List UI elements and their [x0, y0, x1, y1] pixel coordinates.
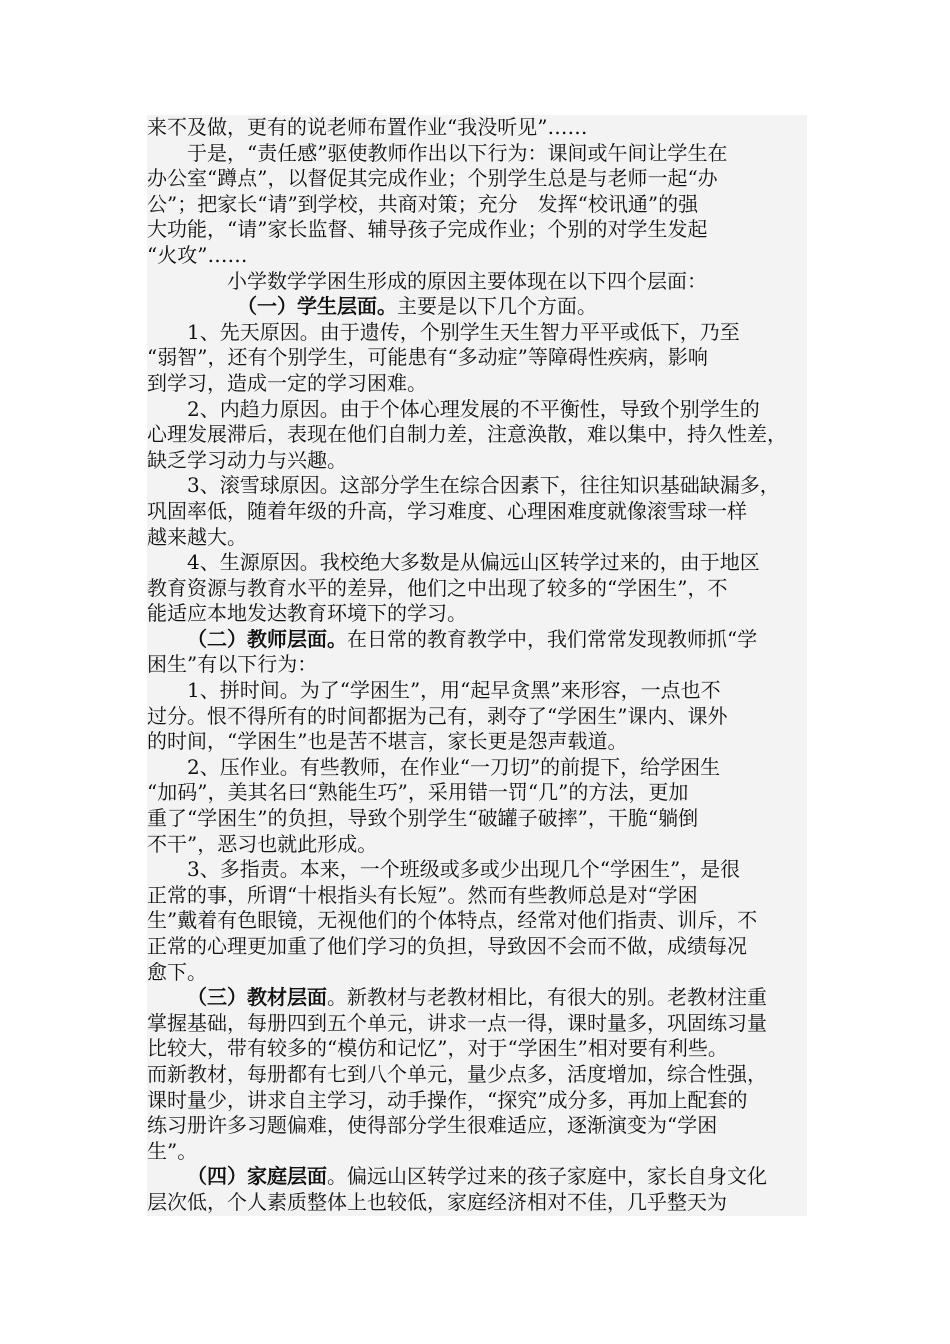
- section-heading: （四）家庭层面: [187, 1164, 327, 1189]
- body-text: [147, 115, 807, 1216]
- text-line: [147, 960, 807, 986]
- text-line: [147, 934, 807, 960]
- text-run: 到学习，造成一定的学习困难。: [147, 370, 427, 395]
- text-run: 。偏远山区转学过来的孩子家庭中，家长自身文化: [327, 1164, 767, 1189]
- text-run: 心理发展滞后，表现在他们自制力差，注意涣散，难以集中，持久性差，: [147, 422, 787, 447]
- section-heading: （二）教师层面。: [187, 626, 347, 651]
- text-run: 小学数学学困生形成的原因主要体现在以下四个层面：: [227, 268, 707, 293]
- text-line: [147, 1113, 807, 1139]
- text-run: 不干”，恶习也就此形成。: [147, 831, 378, 856]
- text-line: [147, 729, 807, 755]
- text-run: 掌握基础，每册四到五个单元，讲求一点一得，课时量多，巩固练习量: [147, 1010, 767, 1035]
- text-run: 2、压作业。有些教师，在作业“一刀切”的前提下，给学困生: [187, 754, 721, 779]
- text-run: “加码”，美其名曰“熟能生巧”，采用错一罚“几”的方法，更加: [147, 780, 689, 805]
- text-line: [147, 704, 807, 730]
- text-run: 正常的事，所谓“十根指头有长短”。然而有些教师总是对“学困: [147, 882, 698, 907]
- text-line: [147, 294, 807, 320]
- text-line: [147, 857, 807, 883]
- text-line: [147, 832, 807, 858]
- text-run: 的时间，“学困生”也是苦不堪言，家长更是怨声载道。: [147, 729, 628, 754]
- text-run: 过分。恨不得所有的时间都据为己有，剥夺了“学困生”课内、课外: [147, 703, 728, 728]
- text-run: 练习册许多习题偏难，使得部分学生很难适应，逐渐演变为“学困: [147, 1113, 718, 1138]
- text-run: 越来越大。: [147, 524, 247, 549]
- text-line: [147, 678, 807, 704]
- text-line: [147, 320, 807, 346]
- text-run: 课时量少，讲求自主学习，动手操作，“探究”成分多，再加上配套的: [147, 1087, 748, 1112]
- text-line: [147, 780, 807, 806]
- text-line: [147, 576, 807, 602]
- text-line: [147, 627, 807, 653]
- text-run: 能适应本地发达教育环境下的学习。: [147, 601, 467, 626]
- text-run: 比较大，带有较多的“模仿和记忆”，对于“学困生”相对要有利些。: [147, 1036, 728, 1061]
- text-line: [147, 499, 807, 525]
- text-line: [147, 525, 807, 551]
- text-line: [147, 550, 807, 576]
- text-run: 缺乏学习动力与兴趣。: [147, 447, 347, 472]
- text-run: 巩固率低，随着年级的升高，学习难度、心理困难度就像滚雪球一样: [147, 498, 747, 523]
- text-run: 2、内趋力原因。由于个体心理发展的不平衡性，导致个别学生的: [187, 396, 760, 421]
- text-line: [147, 601, 807, 627]
- text-line: [147, 473, 807, 499]
- section-heading: （一）学生层面。: [237, 294, 397, 319]
- text-run: 3、滚雪球原因。这部分学生在综合因素下，往往知识基础缺漏多，: [187, 473, 780, 498]
- text-line: [147, 448, 807, 474]
- text-run: 生”戴着有色眼镜，无视他们的个体特点，经常对他们指责、训斥，不: [147, 908, 758, 933]
- text-line: [147, 115, 807, 141]
- text-run: 主要是以下几个方面。: [397, 294, 597, 319]
- text-run: 于是，“责任感”驱使教师作出以下行为：课间或午间让学生在: [187, 140, 728, 165]
- text-line: [147, 1164, 807, 1190]
- text-run: 教育资源与教育水平的差异，他们之中出现了较多的“学困生”，不: [147, 575, 728, 600]
- text-line: [147, 371, 807, 397]
- text-line: [147, 1011, 807, 1037]
- text-run: “火攻”……: [147, 242, 248, 267]
- text-run: 1、拼时间。为了“学困生”，用“起早贪黑”来形容，一点也不: [187, 678, 721, 703]
- text-run: 办公室“蹲点”，以督促其完成作业；个别学生总是与老师一起“办: [147, 166, 718, 191]
- text-line: [147, 806, 807, 832]
- text-line: [147, 192, 807, 218]
- text-line: [147, 1088, 807, 1114]
- text-line: [147, 1190, 807, 1216]
- text-run: 来不及做，更有的说老师布置作业“我没听见”……: [147, 115, 588, 139]
- text-run: 公”；把家长“请”到学校，共商对策；充分 发挥“校讯通”的强: [147, 191, 699, 216]
- text-line: [147, 397, 807, 423]
- text-run: 正常的心理更加重了他们学习的负担，导致因不会而不做，成绩每况: [147, 934, 747, 958]
- text-line: [147, 217, 807, 243]
- text-run: 层次低，个人素质整体上也较低，家庭经济相对不佳，几乎整天为: [147, 1189, 727, 1214]
- text-run: 愈下。: [147, 959, 207, 984]
- text-line: [147, 141, 807, 167]
- text-line: [147, 908, 807, 934]
- text-run: “弱智”，还有个别学生，可能患有“多动症”等障碍性疾病，影响: [147, 345, 708, 370]
- text-line: [147, 166, 807, 192]
- text-run: 生”。: [147, 1138, 198, 1163]
- text-run: 。新教材与老教材相比，有很大的别。老教材注重: [327, 985, 767, 1010]
- text-line: [147, 243, 807, 269]
- text-line: [147, 422, 807, 448]
- text-run: 4、生源原因。我校绝大多数是从偏远山区转学过来的，由于地区: [187, 550, 760, 575]
- text-run: 3、多指责。本来，一个班级或多或少出现几个“学困生”，是很: [187, 857, 741, 882]
- text-line: [147, 345, 807, 371]
- text-line: [147, 1036, 807, 1062]
- text-line: [147, 755, 807, 781]
- text-line: [147, 652, 807, 678]
- text-run: 大功能，“请”家长监督、辅导孩子完成作业；个别的对学生发起: [147, 217, 708, 242]
- text-run: 困生”有以下行为：: [147, 652, 318, 677]
- text-run: 在日常的教育教学中，我们常常发现教师抓“学: [347, 626, 758, 651]
- text-run: 重了“学困生”的负担，导致个别学生“破罐子破摔”，干脆“躺倒: [147, 806, 699, 831]
- text-line: [147, 883, 807, 909]
- text-run: 1、先天原因。由于遗传，个别学生天生智力平平或低下，乃至: [187, 319, 740, 344]
- section-heading: （三）教材层面: [187, 985, 327, 1010]
- text-run: 而新教材，每册都有七到八个单元，量少点多，活度增加，综合性强，: [147, 1061, 767, 1086]
- text-line: [147, 1139, 807, 1165]
- text-line: [147, 1062, 807, 1088]
- text-line: [147, 985, 807, 1011]
- text-line: [147, 269, 807, 295]
